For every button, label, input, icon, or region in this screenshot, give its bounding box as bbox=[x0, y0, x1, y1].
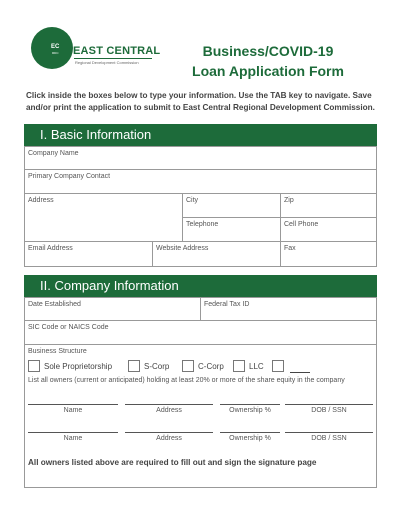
zip-field[interactable] bbox=[280, 193, 377, 218]
owner2-address-line[interactable] bbox=[125, 432, 213, 433]
federal-tax-id-field[interactable] bbox=[200, 297, 377, 321]
owner1-address-line[interactable] bbox=[125, 404, 213, 405]
logo-org-sub: Regional Development Commission bbox=[75, 60, 139, 65]
owners-instructions: List all owners (current or anticipated) holding at least 20% or more of the share equity in the company bbox=[28, 377, 345, 384]
telephone-label: Telephone bbox=[186, 221, 219, 228]
owner1-dob-ssn-line[interactable] bbox=[285, 404, 373, 405]
cell-phone-field[interactable] bbox=[280, 217, 377, 242]
owner1-address-label: Address bbox=[156, 407, 182, 414]
primary-contact-label: Primary Company Contact bbox=[28, 173, 111, 180]
sic-naics-label: SIC Code or NAICS Code bbox=[28, 324, 109, 331]
checkbox-c-corp[interactable] bbox=[182, 360, 194, 372]
option-llc: LLC bbox=[249, 362, 264, 371]
owner2-ownership-label: Ownership % bbox=[229, 435, 271, 442]
section-company-information-heading: II. Company Information bbox=[24, 275, 377, 297]
other-structure-blank[interactable] bbox=[290, 372, 310, 373]
option-c-corp: C-Corp bbox=[198, 362, 224, 371]
instructions: Click inside the boxes below to type your information. Use the TAB key to navigate. Save and/or print the application to submit to East Central Regional Development Commission. bbox=[26, 91, 375, 112]
logo-badge: EC bbox=[51, 44, 60, 50]
owner1-ownership-line[interactable] bbox=[220, 404, 280, 405]
option-sole-proprietorship: Sole Proprietorship bbox=[44, 362, 113, 371]
owner2-name-line[interactable] bbox=[28, 432, 118, 433]
checkbox-llc[interactable] bbox=[233, 360, 245, 372]
owner2-address-label: Address bbox=[156, 435, 182, 442]
company-name-label: Company Name bbox=[28, 150, 79, 157]
owner1-name-line[interactable] bbox=[28, 404, 118, 405]
email-label: Email Address bbox=[28, 245, 73, 252]
checkbox-s-corp[interactable] bbox=[128, 360, 140, 372]
city-label: City bbox=[186, 197, 199, 204]
business-structure-options bbox=[24, 358, 377, 375]
owner1-name-label: Name bbox=[63, 407, 83, 414]
company-name-field[interactable] bbox=[24, 146, 377, 170]
section-basic-information-heading: I. Basic Information bbox=[24, 124, 377, 146]
logo-divider bbox=[74, 58, 152, 59]
date-established-label: Date Established bbox=[28, 301, 81, 308]
date-established-field[interactable] bbox=[24, 297, 201, 321]
primary-contact-field[interactable] bbox=[24, 169, 377, 194]
website-field[interactable] bbox=[152, 241, 281, 267]
checkbox-other[interactable] bbox=[272, 360, 284, 372]
owner2-name-label: Name bbox=[63, 435, 83, 442]
zip-label: Zip bbox=[284, 197, 294, 204]
fax-field[interactable] bbox=[280, 241, 377, 267]
cell-phone-label: Cell Phone bbox=[284, 221, 319, 228]
federal-tax-id-label: Federal Tax ID bbox=[204, 301, 250, 308]
checkbox-sole-proprietorship[interactable] bbox=[28, 360, 40, 372]
address-field[interactable] bbox=[24, 193, 183, 242]
ecrdc-logo bbox=[31, 27, 161, 73]
website-label: Website Address bbox=[156, 245, 209, 252]
owner1-dob-ssn-label: DOB / SSN bbox=[311, 407, 347, 414]
form-title-line2: Loan Application Form bbox=[192, 63, 344, 79]
logo-badge-sub: RDC bbox=[52, 51, 59, 55]
fax-label: Fax bbox=[284, 245, 296, 252]
telephone-field[interactable] bbox=[182, 217, 281, 242]
address-label: Address bbox=[28, 197, 54, 204]
form-title-line1: Business/COVID-19 bbox=[202, 43, 334, 59]
owners-required-note: All owners listed above are required to fill out and sign the signature page bbox=[28, 458, 317, 467]
owner2-dob-ssn-line[interactable] bbox=[285, 432, 373, 433]
owner2-dob-ssn-label: DOB / SSN bbox=[311, 435, 347, 442]
city-field[interactable] bbox=[182, 193, 281, 218]
owner1-ownership-label: Ownership % bbox=[229, 407, 271, 414]
logo-org-name: EAST CENTRAL bbox=[73, 45, 161, 57]
business-structure-header bbox=[24, 344, 377, 359]
business-structure-label: Business Structure bbox=[28, 348, 87, 355]
form-title bbox=[168, 41, 368, 81]
sic-naics-field[interactable] bbox=[24, 320, 377, 345]
email-field[interactable] bbox=[24, 241, 153, 267]
owners-section bbox=[24, 374, 377, 488]
option-s-corp: S-Corp bbox=[144, 362, 170, 371]
owner2-ownership-line[interactable] bbox=[220, 432, 280, 433]
